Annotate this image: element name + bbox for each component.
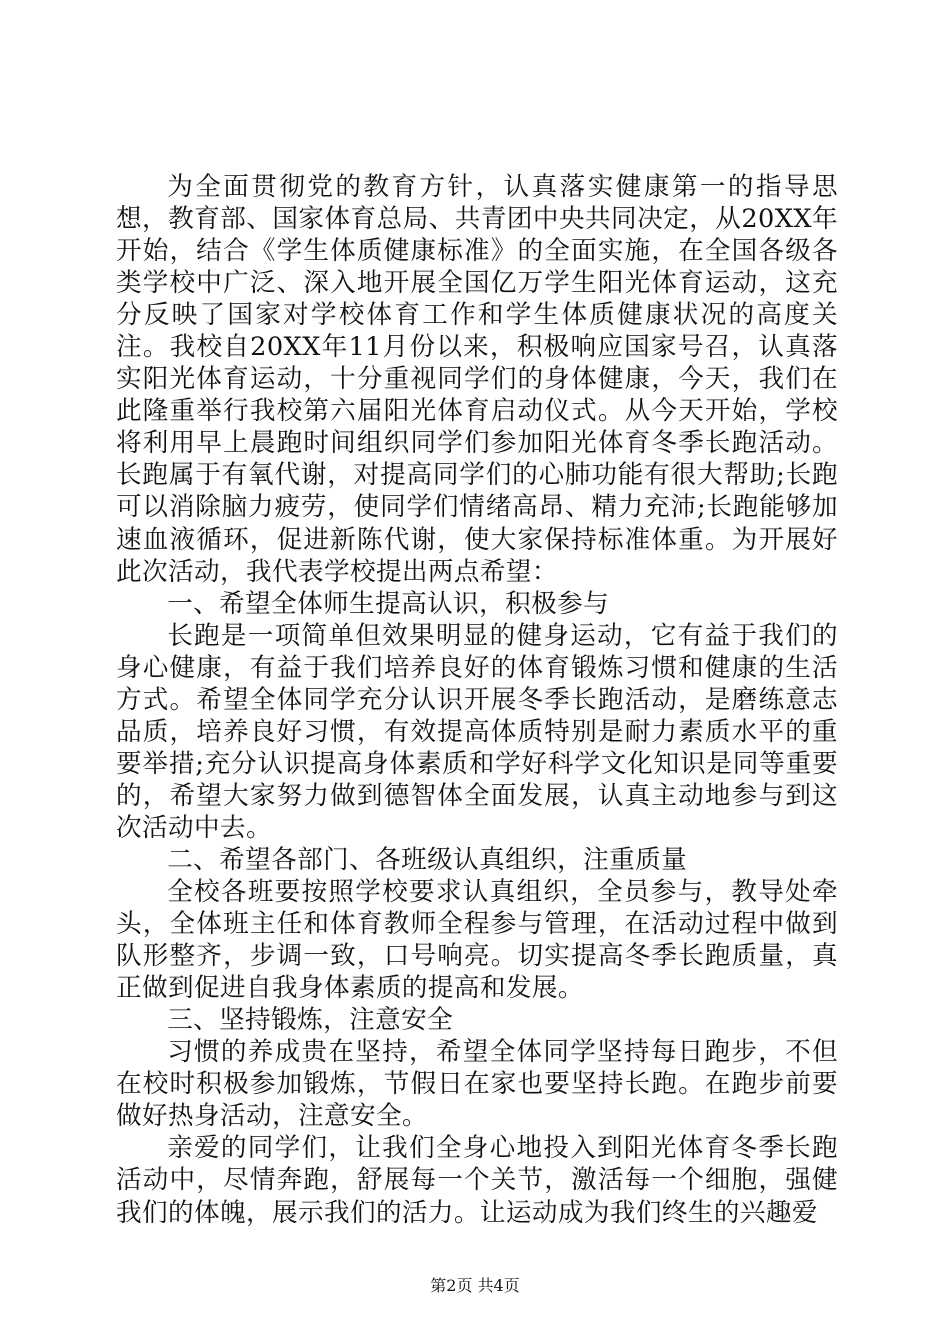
paragraph-intro: 为全面贯彻党的教育方针，认真落实健康第一的指导思想，教育部、国家体育总局、共青团中央共同决定，从20XX年开始，结合《学生体质健康标准》的全面实施，在全国各级各类学校中广泛、深入地开展全国亿万学生阳光体育运动，这充分反映了国家对学校体育工作和学生体质健康状况的高度关注。我校自20XX年11月份以来，积极响应国家号召，认真落实阳光体育运动，十分重视同学们的身体健康，今天，我们在此隆重举行我校第六届阳光体育启动仪式。从今天开始，学校将利用早上晨跑时间组织同学们参加阳光体育冬季长跑活动。长跑属于有氧代谢，对提高同学们的心肺功能有很大帮助;长跑可以消除脑力疲劳，使同学们情绪高昂、精力充沛;长跑能够加速血液循环，促进新陈代谢，使大家保持标准体重。为开展好此次活动，我代表学校提出两点希望： <box>116 172 838 587</box>
document-body <box>116 171 838 1229</box>
page-number-footer: 第2页 共4页 <box>430 1276 520 1295</box>
heading-point-two: 二、希望各部门、各班级认真组织，注重质量 <box>167 844 688 875</box>
heading-point-three: 三、坚持锻炼，注意安全 <box>167 1005 454 1036</box>
paragraph-point-three: 习惯的养成贵在坚持，希望全体同学坚持每日跑步，不但在校时积极参加锻炼，节假日在家也要坚持长跑。在跑步前要做好热身活动，注意安全。 <box>116 1037 838 1132</box>
paragraph-point-one: 长跑是一项简单但效果明显的健身运动，它有益于我们的身心健康，有益于我们培养良好的体育锻炼习惯和健康的生活方式。希望全体同学充分认识开展冬季长跑活动，是磨练意志品质，培养良好习惯，有效提高体质特别是耐力素质水平的重要举措;充分认识提高身体素质和学好科学文化知识是同等重要的，希望大家努力做到德智体全面发展，认真主动地参与到这次活动中去。 <box>116 620 838 843</box>
heading-point-one: 一、希望全体师生提高认识，积极参与 <box>167 588 610 619</box>
paragraph-closing: 亲爱的同学们，让我们全身心地投入到阳光体育冬季长跑活动中，尽情奔跑，舒展每一个关节，激活每一个细胞，强健我们的体魄，展示我们的活力。让运动成为我们终生的兴趣爱 <box>116 1133 838 1228</box>
paragraph-point-two: 全校各班要按照学校要求认真组织，全员参与，教导处牵头，全体班主任和体育教师全程参与管理，在活动过程中做到队形整齐，步调一致，口号响亮。切实提高冬季长跑质量，真正做到促进自我身体素质的提高和发展。 <box>116 877 838 1004</box>
